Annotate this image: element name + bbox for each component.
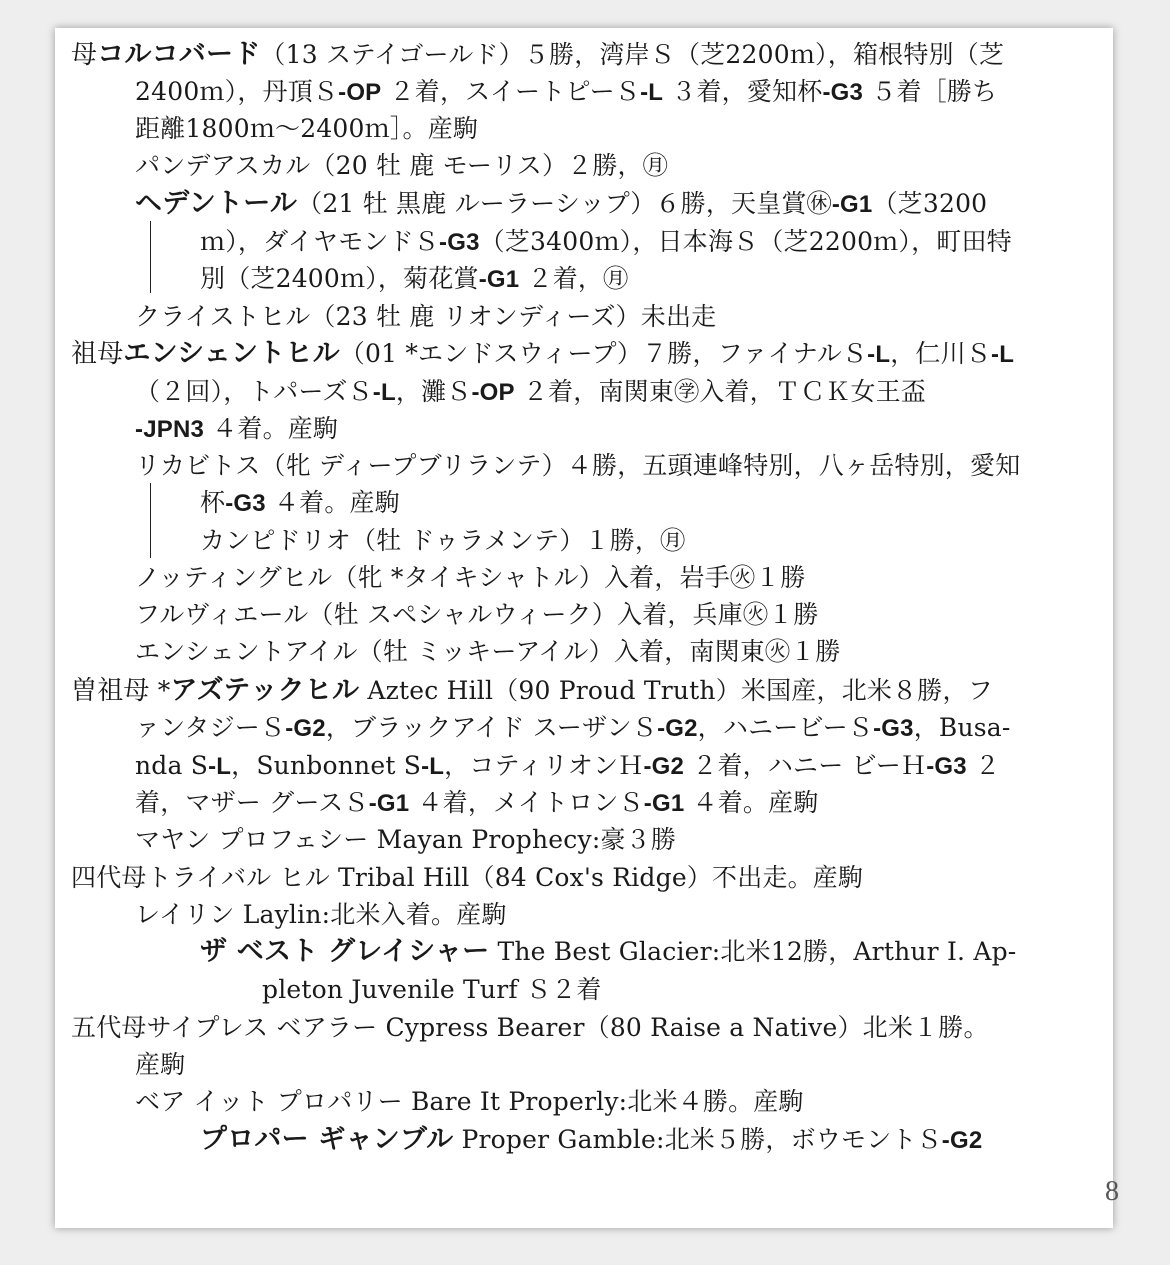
horse-name: エンシェントヒル (123, 338, 340, 369)
record-text: ３着，愛知杯 (663, 77, 823, 106)
race-grade: -L (991, 341, 1015, 368)
generation-label: 祖母 (71, 339, 124, 369)
record-text: ，灘Ｓ (395, 377, 472, 406)
record-text: ２着，㊊ (519, 264, 629, 293)
document-page (55, 28, 1119, 1228)
record-text: （芝3400ｍ），日本海Ｓ（芝2200ｍ），町田特 (479, 227, 1012, 256)
record-text: （２回），トパーズＳ (135, 377, 373, 406)
offspring-entry: フルヴィエール（牡 スペシャルウィーク）入着，兵庫㊋１勝 (135, 600, 819, 629)
record-text: 2400ｍ），丹頂Ｓ (135, 77, 339, 106)
import-mark: * (149, 676, 171, 705)
record-text: ，仁川Ｓ (890, 339, 992, 368)
granddam-line-3 (135, 410, 338, 448)
race-grade: -JPN3 (135, 416, 205, 443)
dam-line-2 (135, 73, 997, 111)
record-text: （芝3200 (872, 189, 988, 218)
record-text: ，ブラックアイド スーザンＳ (325, 713, 658, 742)
offspring-entry: リカビトス（牝 ディープブリランテ）４勝，五頭連峰特別，八ヶ岳特別，愛知 (135, 451, 1021, 480)
race-grade: -G1 (831, 191, 873, 218)
dam-line-1 (71, 36, 1004, 74)
record-text: 杯 (200, 488, 226, 517)
page-number: 8 (1105, 1176, 1119, 1207)
race-grade: -L (421, 753, 445, 780)
great-granddam-line-2 (135, 709, 1011, 747)
record-text: ４着。産駒 (684, 788, 819, 817)
great-granddam-line-1 (71, 672, 993, 710)
race-grade: -G1 (643, 790, 685, 817)
record-text: ２着，ハニー ビーＨ (684, 751, 927, 780)
race-grade: -G2 (941, 1127, 983, 1154)
offspring-entry: レイリン Laylin:北米入着。産駒 (135, 900, 507, 929)
race-grade: -G3 (873, 715, 914, 742)
offspring-entry: クライストヒル（23 牡 鹿 リオンディーズ）未出走 (135, 302, 717, 331)
record-text: The Best Glacier:北米12勝，Arthur I. Ap- (489, 937, 1017, 966)
grandoffspring-entry (200, 933, 1016, 970)
lineage-bar (150, 483, 151, 558)
record-text: （01 *エンドスウィープ）７勝，ファイナルＳ (339, 339, 868, 368)
record-text: ２着，南関東㊫入着，ＴＣＫ女王盃 (514, 377, 927, 406)
record-text: ４着。産駒 (204, 414, 339, 443)
generation-label: 母 (71, 40, 98, 70)
lineage-bar (150, 221, 151, 293)
horse-name: アズテックヒル (170, 675, 360, 706)
record-text: （21 牡 黒鹿 ルーラーシップ）６勝，天皇賞㊡ (297, 189, 832, 218)
record-text: nda S (135, 751, 209, 780)
race-grade: -OP (338, 79, 382, 106)
record-text: 着，マザー グースＳ (135, 788, 369, 817)
horse-name: ザ ベスト グレイシャー (200, 936, 490, 967)
record-text: Aztec Hill（90 Proud Truth）米国産，北米８勝，フ (359, 676, 993, 705)
record-text: ｍ），ダイヤモンドＳ (200, 227, 440, 256)
race-grade: -L (867, 341, 891, 368)
granddam-line-1 (71, 335, 1014, 373)
race-grade: -OP (471, 379, 515, 406)
offspring-continuation (200, 484, 400, 522)
offspring-entry (135, 185, 987, 223)
offspring-continuation (200, 223, 1012, 261)
record-text: ４着。産駒 (265, 488, 400, 517)
horse-name: コルコバード (97, 39, 261, 70)
race-grade: -G3 (225, 490, 266, 517)
record-text: ５着［勝ち (863, 77, 998, 106)
offspring-entry: ノッティングヒル（牝 *タイキシャトル）入着，岩手㊋１勝 (135, 563, 806, 592)
fifth-dam-line-2: 産駒 (135, 1050, 186, 1079)
race-grade: -G2 (643, 753, 685, 780)
grandoffspring-continuation: pleton Juvenile Turf Ｓ２着 (262, 975, 602, 1004)
race-grade: -G1 (368, 790, 410, 817)
generation-label: 曽祖母 (71, 676, 150, 706)
record-text: ，Sunbonnet S (231, 751, 422, 780)
record-text: 別（芝2400ｍ），菊花賞 (200, 264, 479, 293)
record-text: Proper Gamble:北米５勝，ボウモントＳ (453, 1125, 942, 1154)
offspring-entry: パンデアスカル（20 牡 鹿 モーリス）２勝，㊊ (135, 151, 668, 180)
great-granddam-line-3 (135, 747, 1000, 785)
fifth-dam-line-1: 五代母サイプレス ベアラー Cypress Bearer（80 Raise a Native）北米１勝。 (71, 1013, 989, 1042)
record-text: ４着，メイトロンＳ (409, 788, 644, 817)
record-text: ２着，スイートピーＳ (381, 77, 641, 106)
race-grade: -G2 (657, 715, 698, 742)
race-grade: -G3 (822, 79, 864, 106)
offspring-entry: マヤン プロフェシー Mayan Prophecy:豪３勝 (135, 825, 677, 854)
record-text: ２ (966, 751, 1001, 780)
race-grade: -L (372, 379, 396, 406)
offspring-entry: ベア イット プロパリー Bare It Properly:北米４勝。産駒 (135, 1087, 804, 1116)
race-grade: -G3 (926, 753, 967, 780)
record-text: （13 ステイゴールド）５勝，湾岸Ｓ（芝2200ｍ），箱根特別（芝 (260, 40, 1005, 69)
race-grade: -L (640, 79, 664, 106)
race-grade: -G3 (439, 229, 480, 256)
horse-name: プロパー ギャンブル (200, 1124, 454, 1155)
fourth-dam-line: 四代母トライバル ヒル Tribal Hill（84 Cox's Ridge）不出走。産駒 (71, 863, 864, 892)
grandoffspring-entry: カンピドリオ（牡 ドゥラメンテ）１勝，㊊ (200, 526, 686, 555)
record-text: ，ハニービーＳ (697, 713, 874, 742)
horse-name: ヘデントール (135, 188, 298, 219)
great-granddam-line-4 (135, 784, 819, 822)
grandoffspring-entry (200, 1121, 982, 1159)
offspring-entry: エンシェントアイル（牡 ミッキーアイル）入着，南関東㊋１勝 (135, 637, 841, 666)
race-grade: -G1 (478, 266, 520, 293)
race-grade: -G2 (285, 715, 326, 742)
record-text: ，Busa- (913, 713, 1011, 742)
dam-line-3: 距離1800ｍ～2400ｍ］。産駒 (135, 114, 479, 143)
record-text: ァンタジーＳ (135, 713, 286, 742)
record-text: ，コティリオンＨ (444, 751, 644, 780)
offspring-continuation (200, 260, 628, 298)
granddam-line-2 (135, 373, 926, 411)
race-grade: -L (208, 753, 232, 780)
